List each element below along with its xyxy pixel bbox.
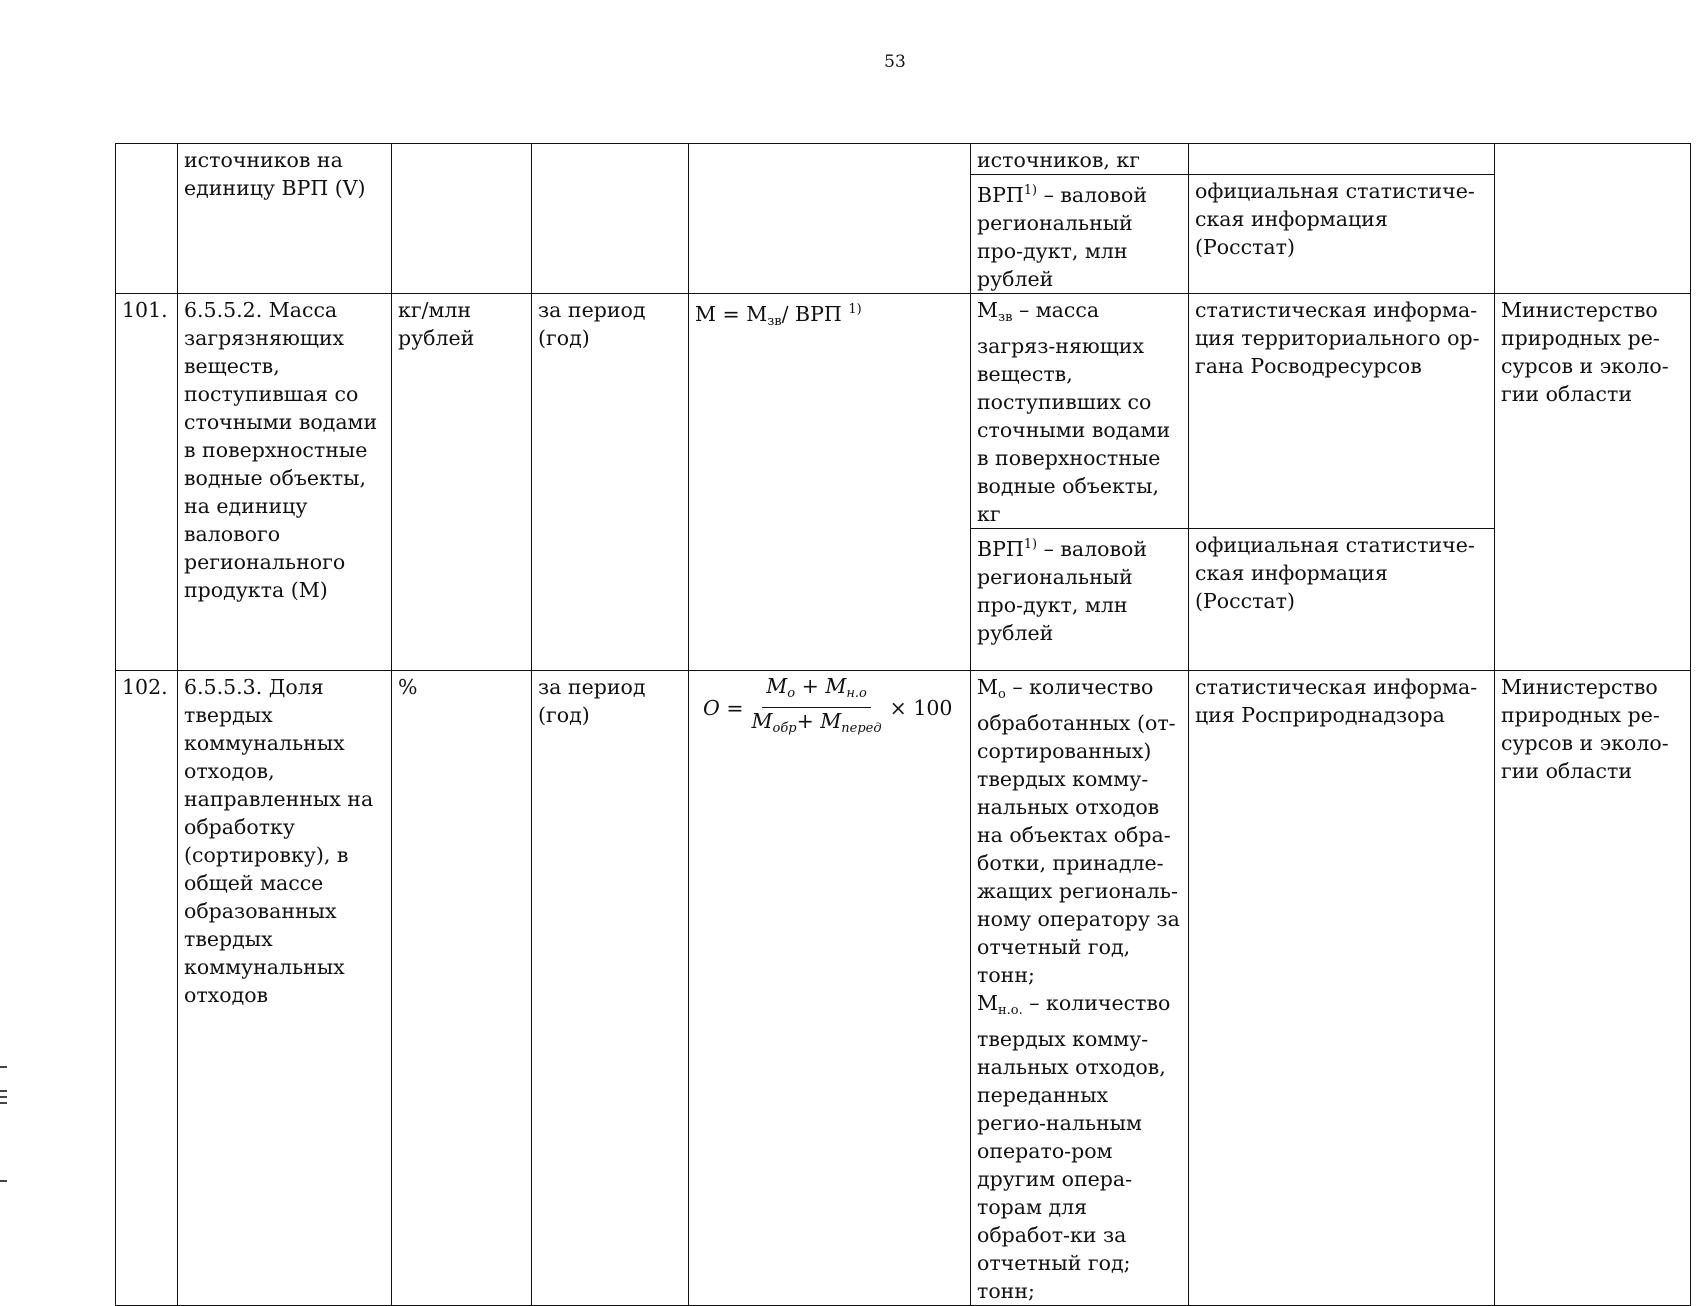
scan-mark xyxy=(0,1180,7,1182)
source-text: официальная статистиче-ская информация (Росстат) xyxy=(1195,179,1475,259)
cell-variable xyxy=(971,144,1189,175)
cell-unit xyxy=(392,144,532,294)
responsible-text: Министерство природных ре-сурсов и эколо-гии области xyxy=(1501,675,1669,783)
variable-text: – количество твердых комму-нальных отходов, переданных регио-нальным операто-ром другим опера-торам для обработ-ки за отчетный год; тонн; xyxy=(977,991,1171,1303)
cell-indicator xyxy=(178,144,392,294)
formula: О = $\frac{M_о + M_{н.о}}{M_{обр}+ M_{перед}}$ × 100 xyxy=(695,673,965,742)
cell-source xyxy=(1189,294,1495,529)
cell-number xyxy=(116,144,178,294)
cell-period xyxy=(532,294,689,671)
formula-numerator: $M_о + M_{н.о}$ xyxy=(762,673,871,708)
formula: $М = М_{зв}/$ ВРП $^{1)}$ xyxy=(695,302,862,329)
row-number: 102. xyxy=(122,675,168,699)
variable-name: ВРП xyxy=(977,183,1024,207)
cell-source xyxy=(1189,175,1495,294)
cell-indicator xyxy=(178,671,392,1306)
variable-entry: $М_{н.о.}$ – количество твердых комму-нальных отходов, переданных регио-нальным операто-ром другим опера-торам для обработ-ки за отчетный год; тонн; xyxy=(977,991,1171,1303)
formula-fraction xyxy=(750,673,884,742)
table-row-101-a xyxy=(116,294,1691,529)
cell-formula xyxy=(689,144,971,294)
variable-text: – масса загряз-няющих веществ, поступивших со сточными водами в поверхностные водные объекты, кг xyxy=(977,298,1171,526)
cell-number xyxy=(116,294,178,671)
variable-name: М xyxy=(977,991,998,1015)
scan-mark xyxy=(0,1096,7,1098)
period-text: за период (год) xyxy=(538,675,646,727)
cell-unit xyxy=(392,294,532,671)
table-row-continued-a xyxy=(116,144,1691,175)
cell-responsible xyxy=(1495,294,1691,671)
indicator-text: 6.5.5.2. Масса загрязняющих веществ, поступившая со сточными водами в поверхностные водные объекты, на единицу валового регионального продукта (М) xyxy=(184,298,378,602)
cell-variable: $М_{зв}$ – масса загряз-няющих веществ, поступивших со сточными водами в поверхностные водные объекты, кг xyxy=(971,294,1189,529)
page-number: 53 xyxy=(884,52,906,72)
cell-source xyxy=(1189,671,1495,1306)
variable-entry: $М_о$ – количество обработанных (от-сортированных) твердых комму-нальных отходов на объектах обра-ботки, принадле-жащих региональ-ному оператору за отчетный год, тонн; xyxy=(977,675,1180,987)
cell-responsible xyxy=(1495,144,1691,294)
cell-variable xyxy=(971,175,1189,294)
cell-formula xyxy=(689,671,971,1306)
footnote-mark: 1) xyxy=(1023,183,1038,198)
cell-unit xyxy=(392,671,532,1306)
variable-name: М xyxy=(977,675,998,699)
variable-text: – валовой региональный про-дукт, млн рублей xyxy=(977,183,1148,291)
variable-text: – валовой региональный про-дукт, млн рублей xyxy=(977,537,1148,645)
variable-name: М xyxy=(977,298,998,322)
footnote-mark: 1) xyxy=(1023,537,1038,552)
source-text: статистическая информа-ция Росприроднадзора xyxy=(1195,675,1478,727)
variable-text: – количество обработанных (от-сортированных) твердых комму-нальных отходов на объектах обра-ботки, принадле-жащих региональ-ному оператору за отчетный год, тонн; xyxy=(977,675,1180,987)
cell-responsible xyxy=(1495,671,1691,1306)
scan-mark xyxy=(0,1102,7,1104)
cell-variable xyxy=(971,671,1189,1306)
cell-source xyxy=(1189,529,1495,671)
indicators-table xyxy=(115,143,1691,1306)
indicator-text: источников на единицу ВРП (V) xyxy=(184,148,366,200)
cell-source xyxy=(1189,144,1495,175)
unit-text: % xyxy=(398,675,418,699)
responsible-text: Министерство природных ре-сурсов и эколо-гии области xyxy=(1501,298,1669,406)
source-text: официальная статистиче-ская информация (Росстат) xyxy=(1195,533,1475,613)
cell-number xyxy=(116,671,178,1306)
cell-indicator xyxy=(178,294,392,671)
scan-mark xyxy=(0,1090,7,1092)
variable-text: источников, кг xyxy=(977,148,1140,172)
footnote-mark: 1) xyxy=(848,302,862,317)
cell-variable xyxy=(971,529,1189,671)
row-number: 101. xyxy=(122,298,168,322)
source-text: статистическая информа-ция территориального ор-гана Росводресурсов xyxy=(1195,298,1480,378)
unit-text: кг/млн рублей xyxy=(398,298,475,350)
formula-denominator: $M_{обр}+ M_{перед}$ xyxy=(751,709,882,736)
scan-mark xyxy=(0,1066,7,1068)
cell-period xyxy=(532,144,689,294)
table-row-102 xyxy=(116,671,1691,1306)
variable-name: ВРП xyxy=(977,537,1024,561)
indicator-text: 6.5.5.3. Доля твердых коммунальных отходов, направленных на обработку (сортировку), в общей массе образованных твердых коммунальных отходов xyxy=(184,675,374,1007)
cell-period xyxy=(532,671,689,1306)
cell-formula xyxy=(689,294,971,671)
period-text: за период (год) xyxy=(538,298,646,350)
